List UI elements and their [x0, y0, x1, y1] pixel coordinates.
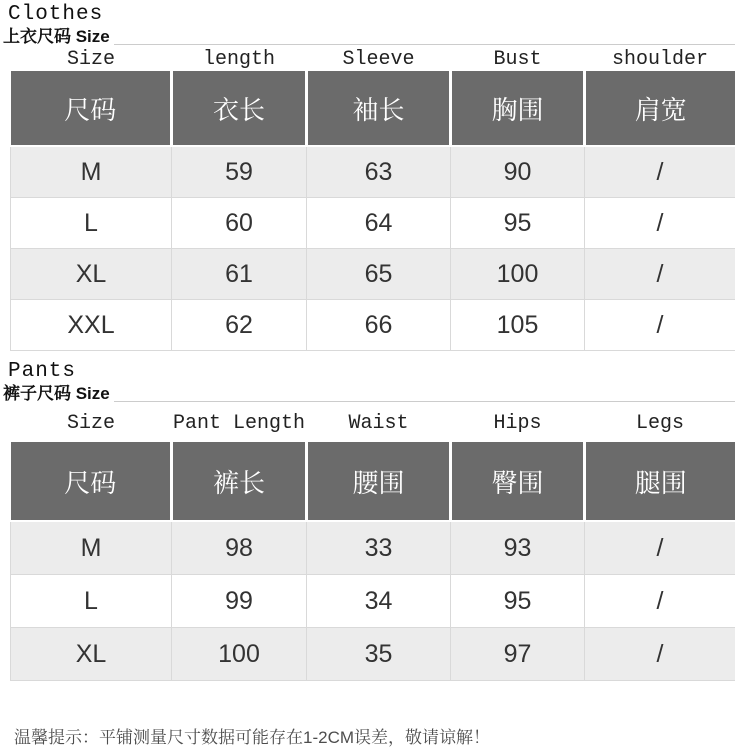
clothes-title: Clothes [8, 3, 104, 26]
col-header-en: Waist [307, 404, 451, 442]
clothes-section [0, 2, 735, 351]
col-header-en: Hips [451, 404, 585, 442]
value-cell: 66 [307, 300, 451, 351]
value-cell: 60 [172, 198, 307, 249]
value-cell: / [585, 628, 735, 681]
value-cell: 98 [172, 521, 307, 575]
pants-size-table [10, 404, 735, 681]
col-header-cn: 尺码 [11, 71, 172, 146]
divider-line [114, 401, 735, 402]
table-row [11, 521, 735, 575]
value-cell: / [585, 249, 735, 300]
value-cell: / [585, 198, 735, 249]
col-header-en: Bust [451, 47, 585, 71]
table-row [11, 249, 735, 300]
value-cell: 90 [451, 146, 585, 198]
value-cell: / [585, 146, 735, 198]
value-cell: / [585, 521, 735, 575]
pants-section [0, 359, 735, 681]
size-cell: M [11, 521, 172, 575]
col-header-cn: 袖长 [307, 71, 451, 146]
value-cell: 95 [451, 198, 585, 249]
value-cell: 34 [307, 575, 451, 628]
divider-line [114, 44, 735, 45]
value-cell: / [585, 300, 735, 351]
col-header-en: shoulder [585, 47, 735, 71]
col-header-en: Legs [585, 404, 735, 442]
col-header-cn: 尺码 [11, 442, 172, 521]
chinese-header-row [11, 71, 735, 146]
clothes-size-table [10, 47, 735, 351]
measurement-tip: 温馨提示：平铺测量尺寸数据可能存在1-2CM误差，敬请谅解！ [14, 728, 491, 747]
value-cell: 100 [451, 249, 585, 300]
pants-subtitle [0, 384, 735, 404]
value-cell: 62 [172, 300, 307, 351]
value-cell: 33 [307, 521, 451, 575]
size-cell: L [11, 198, 172, 249]
size-cell: M [11, 146, 172, 198]
col-header-cn: 腿围 [585, 442, 735, 521]
col-header-cn: 衣长 [172, 71, 307, 146]
value-cell: / [585, 575, 735, 628]
col-header-en: Pant Length [172, 404, 307, 442]
value-cell: 97 [451, 628, 585, 681]
col-header-cn: 胸围 [451, 71, 585, 146]
value-cell: 93 [451, 521, 585, 575]
value-cell: 65 [307, 249, 451, 300]
table-row [11, 146, 735, 198]
chinese-header-row [11, 442, 735, 521]
english-header-row [11, 404, 735, 442]
english-header-row [11, 47, 735, 71]
size-cell: XL [11, 628, 172, 681]
value-cell: 63 [307, 146, 451, 198]
clothes-subtitle-text: 上衣尺码 Size [3, 27, 110, 46]
value-cell: 99 [172, 575, 307, 628]
table-row [11, 628, 735, 681]
col-header-cn: 腰围 [307, 442, 451, 521]
value-cell: 64 [307, 198, 451, 249]
value-cell: 35 [307, 628, 451, 681]
col-header-cn: 臀围 [451, 442, 585, 521]
col-header-cn: 裤长 [172, 442, 307, 521]
value-cell: 59 [172, 146, 307, 198]
clothes-subtitle [0, 27, 735, 47]
value-cell: 61 [172, 249, 307, 300]
table-row [11, 575, 735, 628]
pants-subtitle-text: 裤子尺码 Size [3, 384, 110, 403]
size-cell: XL [11, 249, 172, 300]
size-cell: L [11, 575, 172, 628]
col-header-en: Sleeve [307, 47, 451, 71]
value-cell: 100 [172, 628, 307, 681]
pants-title: Pants [8, 360, 77, 383]
col-header-cn: 肩宽 [585, 71, 735, 146]
value-cell: 95 [451, 575, 585, 628]
col-header-en: Size [11, 47, 172, 71]
size-cell: XXL [11, 300, 172, 351]
col-header-en: Size [11, 404, 172, 442]
table-row [11, 198, 735, 249]
col-header-en: length [172, 47, 307, 71]
table-row [11, 300, 735, 351]
value-cell: 105 [451, 300, 585, 351]
